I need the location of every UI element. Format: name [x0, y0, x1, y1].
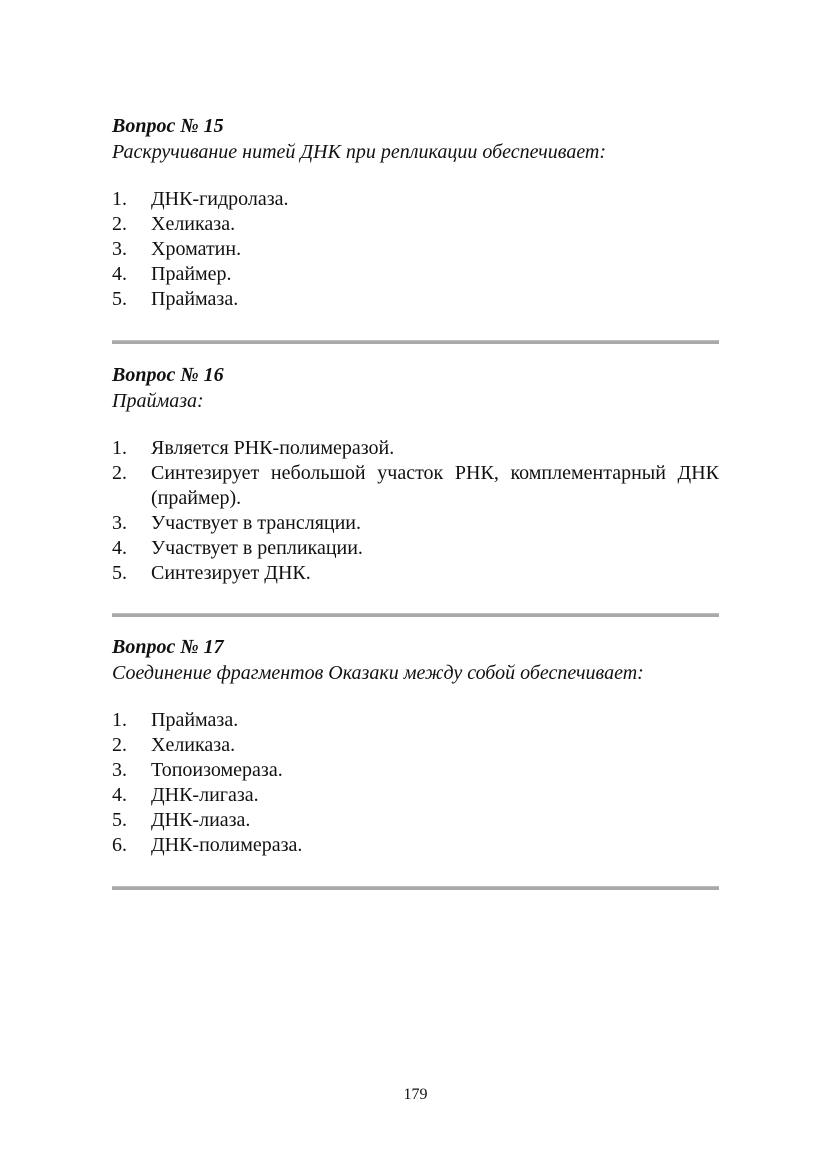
answer-item: [112, 187, 719, 212]
answer-item: [112, 561, 719, 586]
question-divider: [112, 613, 719, 617]
answer-text: Синтезирует ДНК.: [151, 562, 311, 584]
answer-text: Топоизомераза.: [151, 759, 283, 781]
answer-number: 4.: [112, 263, 127, 285]
answer-text: Хеликаза.: [151, 213, 236, 235]
answer-text: Участвует в трансляции.: [151, 512, 361, 534]
question-divider: [112, 886, 719, 890]
answer-item: [112, 708, 719, 733]
question-title: Вопрос № 16: [112, 364, 224, 386]
answer-item: [112, 436, 719, 461]
answer-item: [112, 511, 719, 536]
answer-text: Праймаза.: [151, 288, 239, 310]
answer-number: 4.: [112, 784, 127, 806]
answer-item: [112, 833, 719, 858]
answer-text: ДНК-лиаза.: [151, 809, 251, 831]
answer-number: 5.: [112, 809, 127, 831]
answer-number: 4.: [112, 537, 127, 559]
answer-list: [112, 187, 719, 312]
answer-item: [112, 758, 719, 783]
question-17: [112, 634, 719, 858]
answer-item: [112, 783, 719, 808]
question-title: Вопрос № 17: [112, 636, 224, 658]
answer-text: Хроматин.: [151, 238, 242, 260]
answer-item: [112, 287, 719, 312]
answer-item: [112, 461, 719, 511]
answer-text: Участвует в репликации.: [151, 537, 363, 559]
answer-number: 3.: [112, 512, 127, 534]
answer-number: 3.: [112, 759, 127, 781]
answer-item: [112, 262, 719, 287]
question-text: Соединение фрагментов Оказаки между собой обеспечивает:: [112, 662, 644, 684]
answer-text: ДНК-гидролаза.: [151, 188, 289, 210]
question-text: Раскручивание нитей ДНК при репликации обеспечивает:: [112, 141, 607, 163]
answer-text: ДНК-лигаза.: [151, 784, 259, 806]
answer-number: 5.: [112, 288, 127, 310]
question-divider: [112, 340, 719, 344]
answer-item: [112, 733, 719, 758]
answer-number: 2.: [112, 734, 127, 756]
page-number: 179: [403, 1086, 428, 1103]
answer-number: 5.: [112, 562, 127, 584]
answer-number: 2.: [112, 462, 127, 484]
answer-item: [112, 808, 719, 833]
question-text: Праймаза:: [112, 390, 204, 412]
answer-number: 6.: [112, 834, 127, 856]
question-15: [112, 113, 719, 312]
answer-number: 1.: [112, 709, 127, 731]
answer-number: 1.: [112, 188, 127, 210]
answer-text: Праймер.: [151, 263, 232, 285]
answer-text: Является РНК-полимеразой.: [151, 437, 395, 459]
answer-number: 1.: [112, 437, 127, 459]
answer-text: Синтезирует небольшой участок РНК, комплементарный ДНК (праймер).: [151, 462, 719, 509]
answer-text: ДНК-полимераза.: [151, 834, 303, 856]
answer-item: [112, 536, 719, 561]
question-16: [112, 362, 719, 586]
answer-list: [112, 708, 719, 858]
answer-number: 3.: [112, 238, 127, 260]
answer-text: Хеликаза.: [151, 734, 236, 756]
answer-number: 2.: [112, 213, 127, 235]
answer-item: [112, 212, 719, 237]
answer-list: [112, 436, 719, 586]
answer-item: [112, 237, 719, 262]
question-title: Вопрос № 15: [112, 115, 224, 137]
answer-text: Праймаза.: [151, 709, 239, 731]
